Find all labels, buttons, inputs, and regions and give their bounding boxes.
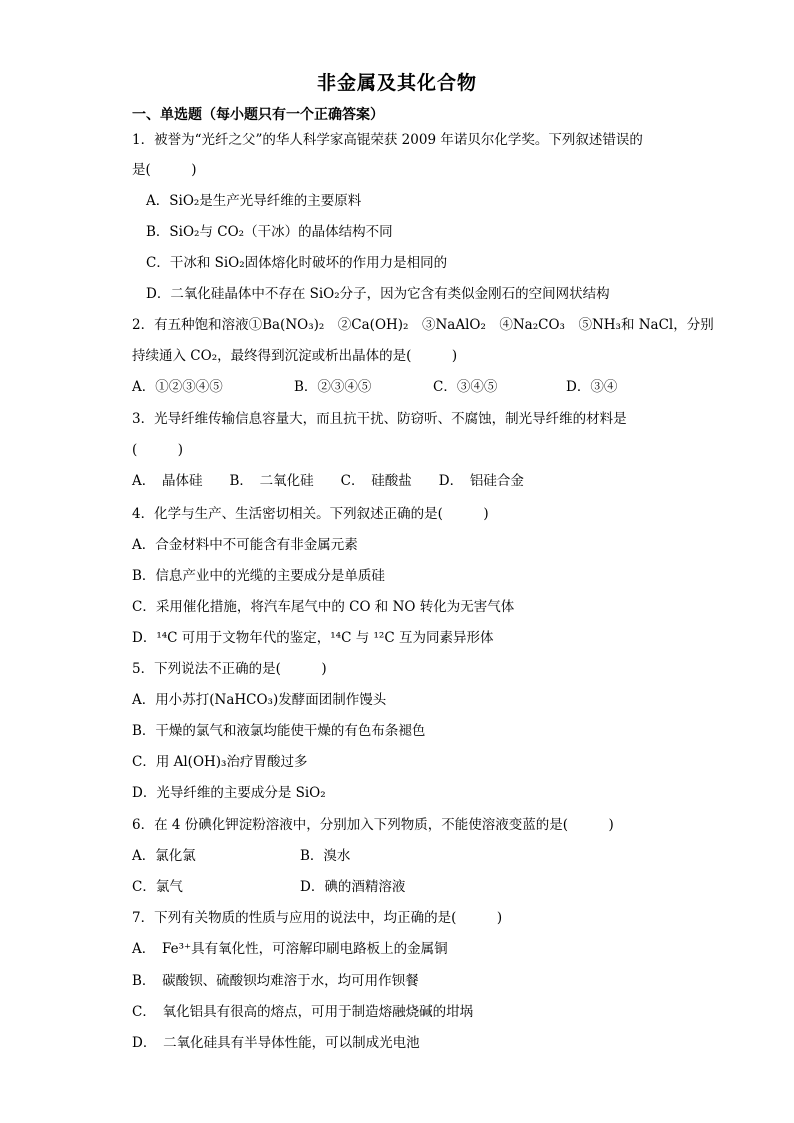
q2-option-d: D．③④ [566, 379, 618, 395]
q5-option-b: B．干燥的氯气和液氯均能使干燥的有色布条褪色 [132, 723, 426, 739]
q2-stem-line2: 持续通入 CO₂，最终得到沉淀或析出晶体的是( ) [132, 348, 458, 364]
q6-option-d: D．碘的酒精溶液 [300, 879, 406, 895]
q7-option-b: B． 碳酸钡、硫酸钡均难溶于水，均可用作钡餐 [132, 973, 419, 989]
page-title: 非金属及其化合物 [316, 72, 477, 94]
q4-option-d: D．¹⁴C 可用于文物年代的鉴定，¹⁴C 与 ¹²C 互为同素异形体 [132, 630, 494, 646]
q1-option-d: D．二氧化硅晶体中不存在 SiO₂分子，因为它含有类似金刚石的空间网状结构 [146, 286, 610, 302]
q6-option-c: C．氯气 [132, 879, 183, 895]
q4-stem: 4．化学与生产、生活密切相关。下列叙述正确的是( ) [132, 506, 489, 522]
q6-option-b: B．溴水 [300, 848, 351, 864]
q7-stem: 7．下列有关物质的性质与应用的说法中，均正确的是( ) [132, 910, 503, 926]
q6-option-a: A．氯化氯 [132, 848, 196, 864]
q4-option-a: A．合金材料中不可能含有非金属元素 [132, 537, 358, 553]
q4-option-b: B．信息产业中的光缆的主要成分是单质硅 [132, 568, 385, 584]
q7-option-d: D． 二氧化硅具有半导体性能，可以制成光电池 [132, 1035, 420, 1051]
q3-stem-line1: 3．光导纤维传输信息容量大，而且抗干扰、防窃听、不腐蚀，制光导纤维的材料是 [132, 411, 627, 427]
q5-stem: 5．下列说法不正确的是( ) [132, 661, 327, 677]
q1-stem-line1: 1．被誉为“光纤之父”的华人科学家高锟荣获 2009 年诺贝尔化学奖。下列叙述错误的 [132, 132, 643, 148]
q2-stem-line1: 2．有五种饱和溶液①Ba(NO₃)₂ ②Ca(OH)₂ ③NaAlO₂ ④Na₂CO₃ ⑤NH₃和 NaCl，分别 [132, 317, 714, 333]
q7-option-c: C． 氧化铝具有很高的熔点，可用于制造熔融烧碱的坩埚 [132, 1004, 474, 1020]
q1-option-b: B．SiO₂与 CO₂（干冰）的晶体结构不同 [146, 224, 393, 240]
q2-option-c: C．③④⑤ [433, 379, 498, 395]
q3-stem-line2: ( ) [132, 442, 184, 458]
q2-option-b: B．②③④⑤ [294, 379, 372, 395]
q4-option-c: C．采用催化措施，将汽车尾气中的 CO 和 NO 转化为无害气体 [132, 599, 515, 615]
q1-stem-line2: 是( ) [132, 162, 197, 178]
q7-option-a: A． Fe³⁺具有氧化性，可溶解印刷电路板上的金属铜 [132, 941, 448, 957]
q6-stem: 6．在 4 份碘化钾淀粉溶液中，分别加入下列物质，不能使溶液变蓝的是( ) [132, 817, 614, 833]
q5-option-d: D．光导纤维的主要成分是 SiO₂ [132, 785, 326, 801]
q5-option-c: C．用 Al(OH)₃治疗胃酸过多 [132, 754, 308, 770]
q1-option-a: A．SiO₂是生产光导纤维的主要原料 [146, 193, 362, 209]
q3-options: A． 晶体硅 B． 二氧化硅 C． 硅酸盐 D． 铝硅合金 [132, 473, 524, 489]
q5-option-a: A．用小苏打(NaHCO₃)发酵面团制作馒头 [132, 692, 387, 708]
section-heading: 一、单选题（每小题只有一个正确答案） [132, 107, 384, 123]
q1-option-c: C．干冰和 SiO₂固体熔化时破坏的作用力是相同的 [146, 255, 448, 271]
q2-option-a: A．①②③④⑤ [132, 379, 223, 395]
